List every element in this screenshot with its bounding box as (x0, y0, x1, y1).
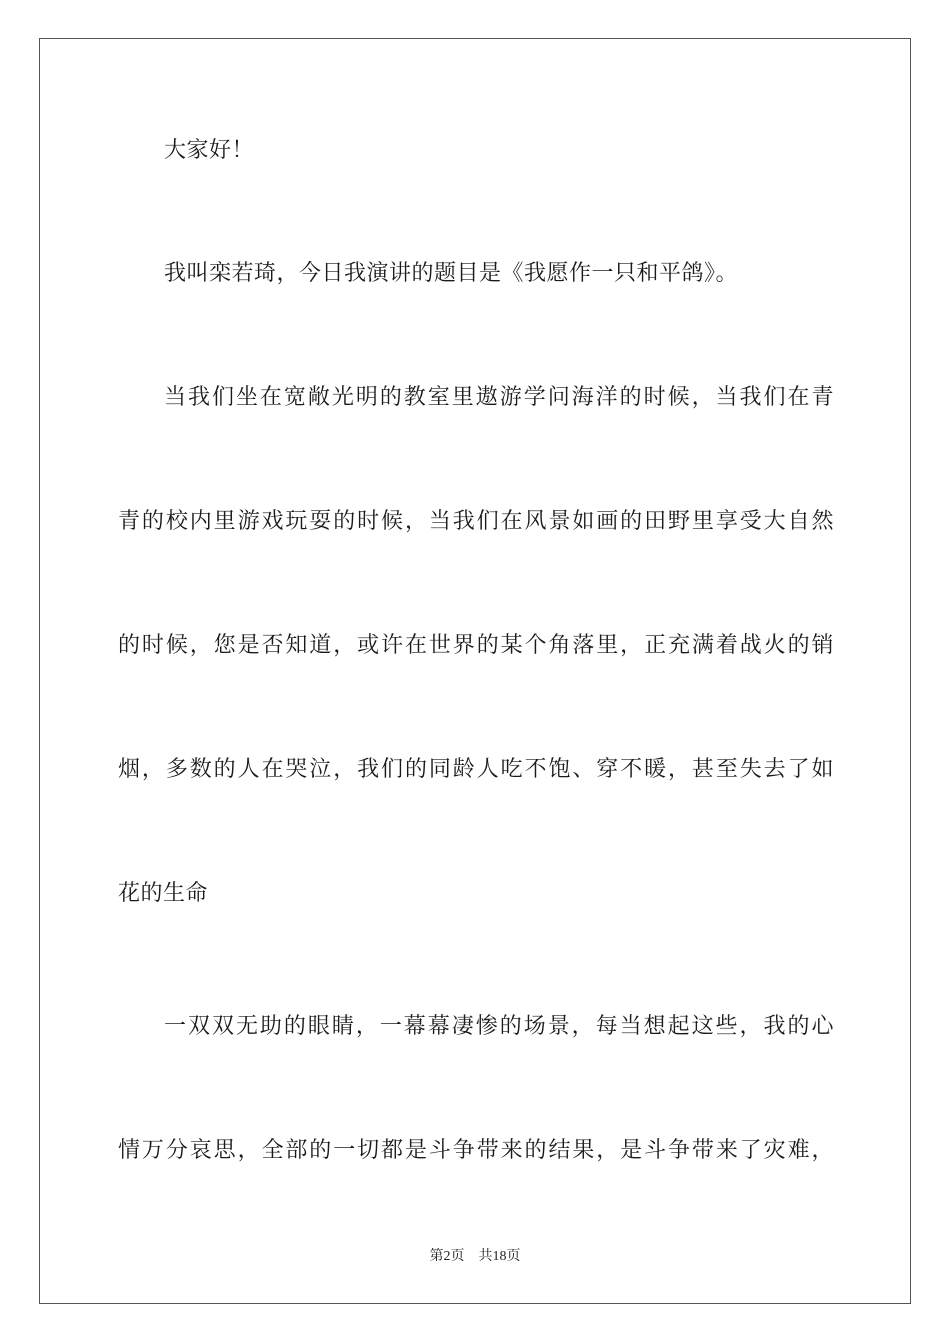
paragraph-line: 当我们坐在宽敞光明的教室里遨游学问海洋的时候，当我们在青 (164, 385, 834, 410)
page-border (39, 38, 911, 1304)
paragraph-line: 一双双无助的眼睛，一幕幕凄惨的场景，每当想起这些，我的心 (164, 1014, 834, 1039)
intro-line: 我叫栾若琦，今日我演讲的题目是《我愿作一只和平鸽》。 (164, 261, 739, 286)
paragraph-line: 的时候，您是否知道，或许在世界的某个角落里，正充满着战火的销 (118, 633, 834, 658)
page-number: 第2页 (429, 1249, 465, 1264)
page-total: 共18页 (478, 1249, 521, 1264)
page-footer (0, 1248, 950, 1266)
paragraph-line: 青的校内里游戏玩耍的时候，当我们在风景如画的田野里享受大自然 (118, 509, 834, 534)
paragraph-line: 花的生命 (118, 881, 209, 906)
paragraph-line: 烟，多数的人在哭泣，我们的同龄人吃不饱、穿不暖，甚至失去了如 (118, 757, 834, 782)
paragraph-line: 情万分哀思，全部的一切都是斗争带来的结果，是斗争带来了灾难， (118, 1138, 834, 1163)
greeting-line: 大家好！ (164, 138, 255, 163)
